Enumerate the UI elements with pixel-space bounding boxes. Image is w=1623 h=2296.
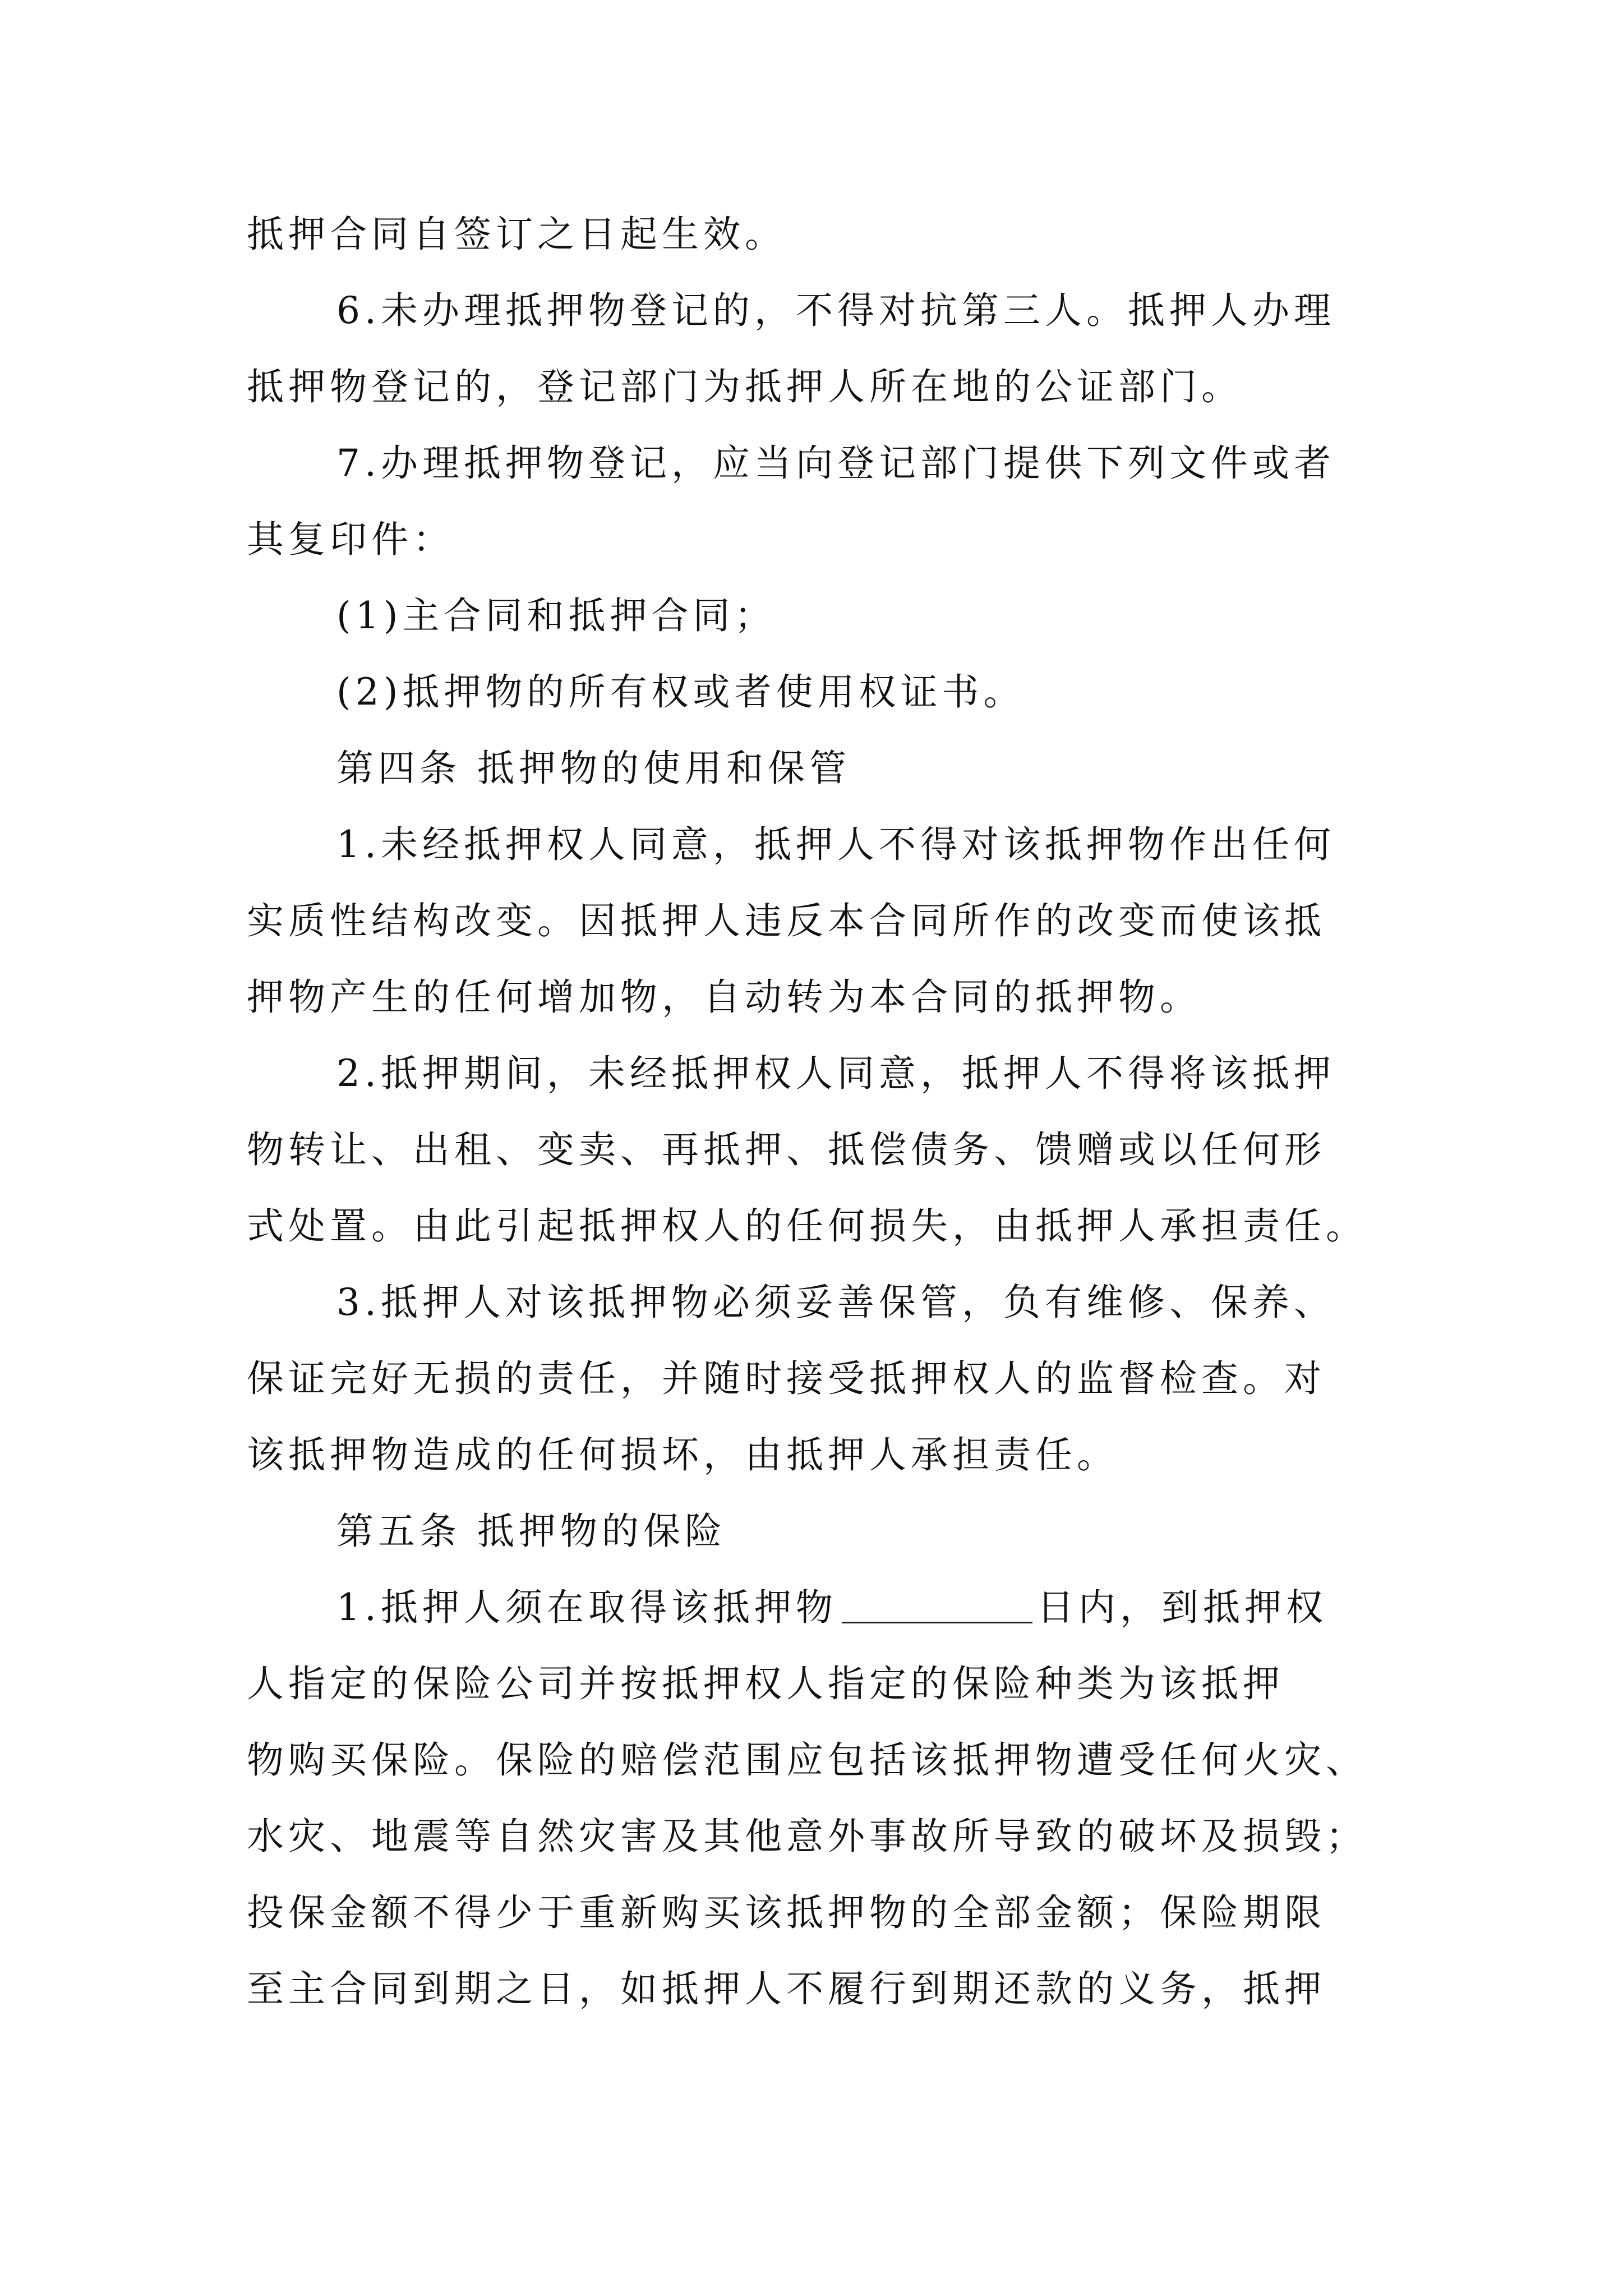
clause-7-line-1: 7.办理抵押物登记，应当向登记部门提供下列文件或者: [336, 441, 1335, 485]
text-line: 物转让、出租、变卖、再抵押、抵偿债务、馈赠或以任何形: [247, 1128, 1326, 1171]
section-heading-article-5: 第五条 抵押物的保险: [336, 1510, 726, 1553]
text-line: 押物产生的任何增加物，自动转为本合同的抵押物。: [247, 976, 1201, 1019]
article-4-clause-1-line-1: 1.未经抵押权人同意，抵押人不得对该抵押物作出任何: [336, 823, 1335, 866]
text-line: 保证完好无损的责任，并随时接受抵押权人的监督检查。对: [247, 1357, 1326, 1400]
article-4-clause-3-line-1: 3.抵押人对该抵押物必须妥善保管，负有维修、保养、: [336, 1281, 1335, 1324]
document-body: [247, 196, 1396, 2027]
article-4-clause-2-line-1: 2.抵押期间，未经抵押权人同意，抵押人不得将该抵押: [336, 1052, 1335, 1095]
text-line: 该抵押物造成的任何损坏，由抵押人承担责任。: [247, 1433, 1118, 1476]
section-heading-article-4: 第四条 抵押物的使用和保管: [336, 747, 851, 790]
article-5-clause-1-line-1: [247, 1570, 1396, 1646]
list-item-1: (1)主合同和抵押合同；: [336, 594, 776, 637]
text-line: 实质性结构改变。因抵押人违反本合同所作的改变而使该抵: [247, 899, 1326, 942]
text-line: 物购买保险。保险的赔偿范围应包括该抵押物遭受任何火灾、: [247, 1738, 1367, 1782]
text-line: 抵押物登记的，登记部门为抵押人所在地的公证部门。: [247, 365, 1243, 408]
text-line: 抵押合同自签订之日起生效。: [247, 213, 786, 256]
text-line: 其复印件：: [247, 518, 454, 561]
fill-in-blank[interactable]: [842, 1582, 1032, 1623]
text-line: 水灾、地震等自然灾害及其他意外事故所导致的破坏及损毁；: [247, 1815, 1367, 1858]
text-line: 投保金额不得少于重新购买该抵押物的全部金额；保险期限: [247, 1891, 1326, 1934]
text-line: 至主合同到期之日，如抵押人不履行到期还款的义务，抵押: [247, 1967, 1326, 2010]
text-line: 式处置。由此引起抵押权人的任何损失，由抵押人承担责任。: [247, 1204, 1367, 1248]
list-item-2: (2)抵押物的所有权或者使用权证书。: [336, 670, 1025, 714]
clause-6-line-1: 6.未办理抵押物登记的，不得对抗第三人。抵押人办理: [336, 289, 1335, 332]
clause-text-after-blank: 日内，到抵押权: [1036, 1586, 1327, 1629]
clause-text-before-blank: 1.抵押人须在取得该抵押物: [336, 1586, 837, 1629]
text-line: 人指定的保险公司并按抵押权人指定的保险种类为该抵押: [247, 1662, 1284, 1705]
